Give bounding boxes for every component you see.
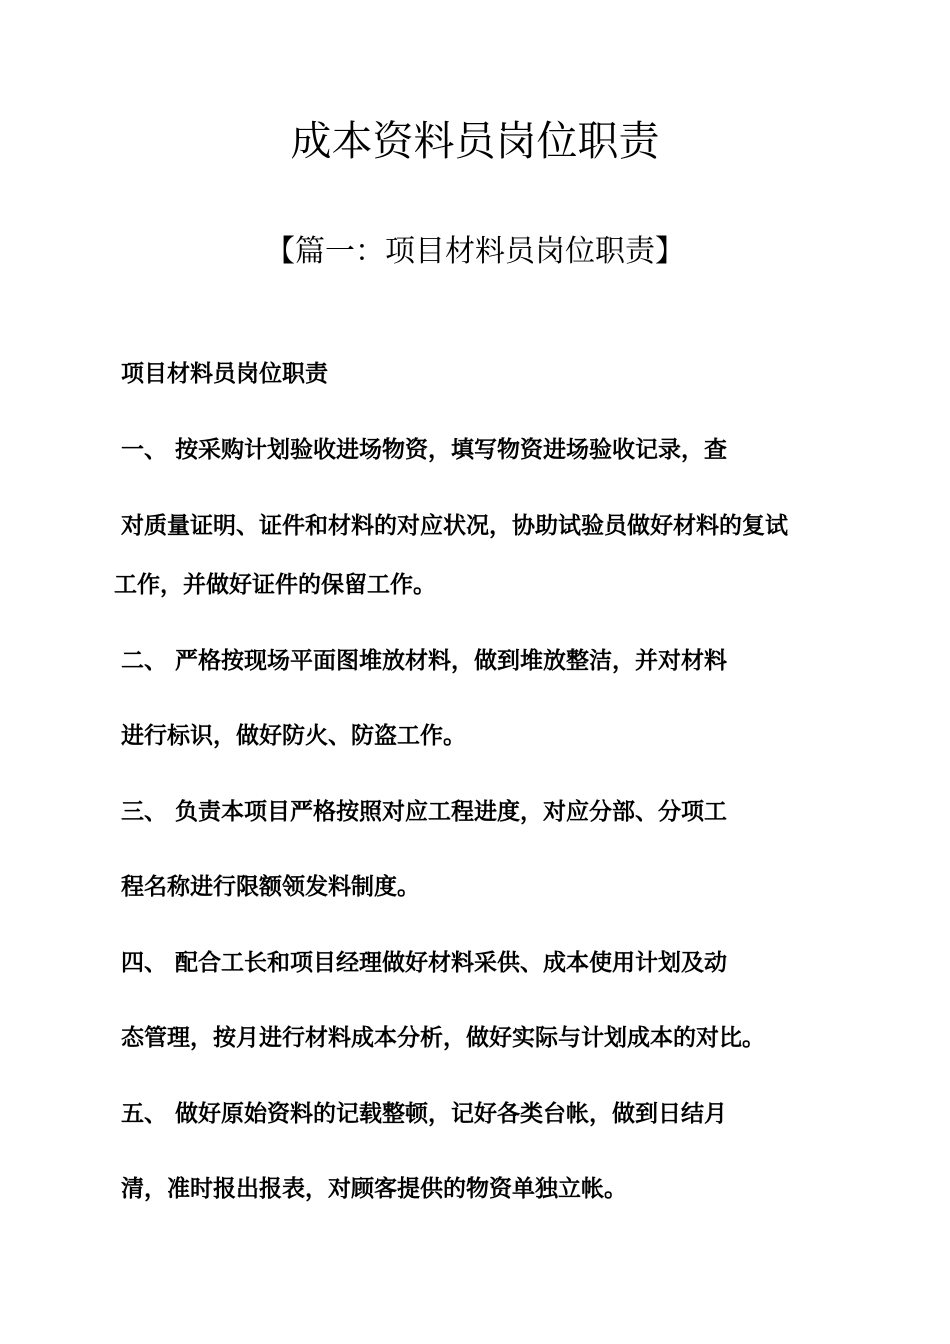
item-text: 负责本项目严格按照对应工程进度，对应分部、分项工 (175, 799, 727, 825)
list-item-3-first-line (121, 796, 727, 828)
list-item-4-first-line (121, 947, 727, 979)
item-number: 四、 (121, 950, 167, 976)
section-heading: 项目材料员岗位职责 (121, 361, 328, 387)
item-number: 五、 (121, 1101, 167, 1127)
item-text: 严格按现场平面图堆放材料，做到堆放整洁，并对材料 (175, 648, 727, 674)
list-item-1-line-2: 对质量证明、证件和材料的对应状况，协助试验员做好材料的复试 (121, 513, 788, 539)
document-subtitle: 【篇一：项目材料员岗位职责】 (265, 234, 685, 269)
item-text: 做好原始资料的记载整顿，记好各类台帐，做到日结月 (175, 1101, 727, 1127)
item-text: 按采购计划验收进场物资，填写物资进场验收记录，查 (175, 437, 727, 463)
document-title: 成本资料员岗位职责 (290, 117, 660, 165)
list-item-1-line-3: 工作，并做好证件的保留工作。 (114, 572, 436, 598)
item-number: 三、 (121, 799, 167, 825)
list-item-5-line-2: 清，准时报出报表，对顾客提供的物资单独立帐。 (121, 1176, 627, 1202)
list-item-2-first-line (121, 645, 727, 677)
list-item-4-line-2: 态管理，按月进行材料成本分析，做好实际与计划成本的对比。 (121, 1025, 765, 1051)
item-text: 配合工长和项目经理做好材料采供、成本使用计划及动 (175, 950, 727, 976)
list-item-3-line-2: 程名称进行限额领发料制度。 (121, 874, 420, 900)
item-number: 二、 (121, 648, 167, 674)
item-number: 一、 (121, 437, 167, 463)
list-item-2-line-2: 进行标识，做好防火、防盗工作。 (121, 723, 466, 749)
list-item-1-first-line (121, 434, 727, 466)
list-item-5-first-line (121, 1098, 727, 1130)
